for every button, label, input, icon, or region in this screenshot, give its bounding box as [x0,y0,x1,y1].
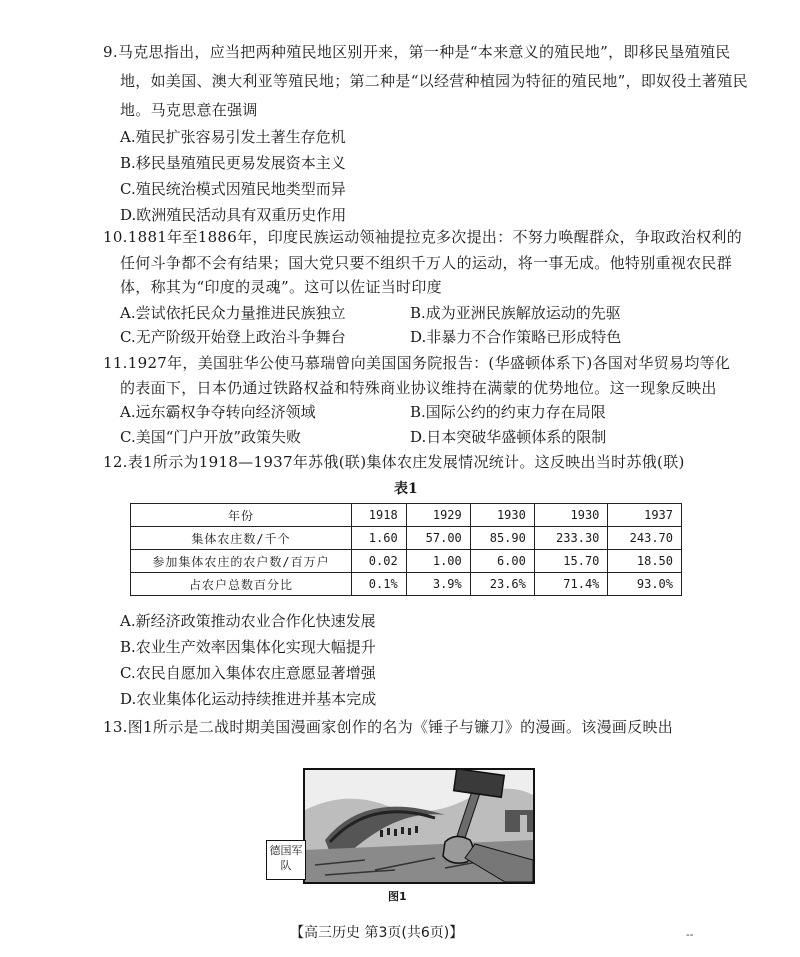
figure-caption: 图1 [388,890,407,903]
table-header-year: 1937 [608,504,682,527]
table-header-row [131,504,682,527]
question-10-option-d[interactable]: D.非暴力不合作策略已形成特色 [410,328,622,346]
question-10-line-1: 10.1881年至1886年，印度民族运动领袖提拉克多次提出：不努力唤醒群众，争取政治权利的 [103,228,743,246]
question-11-option-d[interactable]: D.日本突破华盛顿体系的限制 [410,428,607,446]
table-cell: 18.50 [608,550,682,573]
table-cell: 93.0% [608,573,682,596]
question-9-line-2: 地，如美国、澳大利亚等殖民地；第二种是“以经营种植园为特征的殖民地”，即奴役土著殖民 [120,72,748,90]
table-cell: 23.6% [470,573,534,596]
question-12-option-d[interactable]: D.农业集体化运动持续推进并基本完成 [120,690,377,708]
question-11-line-1: 11.1927年，美国驻华公使马慕瑞曾向美国国务院报告：(华盛顿体系下)各国对华贸易均等化 [103,354,731,372]
table-cell: 85.90 [470,527,534,550]
table-cell: 233.30 [534,527,608,550]
table-row [131,527,682,550]
question-11-line-2: 的表面下，日本仍通过铁路权益和特殊商业协议维持在满蒙的优势地位。这一现象反映出 [120,379,717,397]
table-cell: 6.00 [470,550,534,573]
table-header-year: 1930 [470,504,534,527]
question-9-option-c[interactable]: C.殖民统治模式因殖民地类型而异 [120,180,346,198]
table-row [131,550,682,573]
question-12-option-b[interactable]: B.农业生产效率因集体化实现大幅提升 [120,638,376,656]
table-cell: 1.00 [406,550,470,573]
table-header-year: 1929 [406,504,470,527]
question-10-option-c[interactable]: C.无产阶级开始登上政治斗争舞台 [120,328,346,346]
table-row-label: 参加集体农庄的农户数/百万户 [131,550,352,573]
table-caption: 表1 [394,481,418,497]
table-header-label: 年份 [131,504,352,527]
cartoon-hammer-and-sickle [303,768,535,884]
table-cell: 0.02 [352,550,407,573]
cartoon-illustration [305,770,533,882]
question-10-line-3: 体，称其为“印度的灵魂”。这可以佐证当时印度 [120,278,442,296]
corner-mark: -- [686,928,694,941]
question-12-line-1: 12.表1所示为1918—1937年苏俄(联)集体农庄发展情况统计。这反映出当时苏俄(联) [103,453,685,471]
question-12-option-c[interactable]: C.农民自愿加入集体农庄意愿显著增强 [120,664,376,682]
table-row-label: 集体农庄数/千个 [131,527,352,550]
collective-farm-table [130,503,682,596]
question-11-option-a[interactable]: A.远东霸权争夺转向经济领域 [120,403,316,421]
table-cell: 1.60 [352,527,407,550]
german-army-label: 德国军队 [266,840,306,880]
question-10-option-a[interactable]: A.尝试依托民众力量推进民族独立 [120,304,346,322]
question-12-option-a[interactable]: A.新经济政策推动农业合作化快速发展 [120,612,376,630]
question-9-line-1: 9.马克思指出，应当把两种殖民地区别开来，第一种是“本来意义的殖民地”，即移民垦殖殖民 [103,43,731,61]
table-row-label: 占农户总数百分比 [131,573,352,596]
question-13-line-1: 13.图1所示是二战时期美国漫画家创作的名为《锤子与镰刀》的漫画。该漫画反映出 [103,718,674,736]
page-footer: 【高三历史 第3页(共6页)】 [290,925,464,941]
table-cell: 71.4% [534,573,608,596]
question-9-option-a[interactable]: A.殖民扩张容易引发土著生存危机 [120,128,346,146]
question-11-option-b[interactable]: B.国际公约的约束力存在局限 [410,403,606,421]
question-10-option-b[interactable]: B.成为亚洲民族解放运动的先驱 [410,304,621,322]
table-cell: 15.70 [534,550,608,573]
question-9-option-b[interactable]: B.移民垦殖殖民更易发展资本主义 [120,154,346,172]
table-row [131,573,682,596]
table-header-year: 1930 [534,504,608,527]
table-cell: 0.1% [352,573,407,596]
question-9-line-3: 地。马克思意在强调 [120,101,258,119]
table-cell: 57.00 [406,527,470,550]
table-cell: 3.9% [406,573,470,596]
question-9-option-d[interactable]: D.欧洲殖民活动具有双重历史作用 [120,206,347,224]
table-header-year: 1918 [352,504,407,527]
question-11-option-c[interactable]: C.美国“门户开放”政策失败 [120,428,302,446]
question-10-line-2: 任何斗争都不会有结果；国大党只要不组织千万人的运动，将一事无成。他特别重视农民群 [120,254,733,272]
table-cell: 243.70 [608,527,682,550]
